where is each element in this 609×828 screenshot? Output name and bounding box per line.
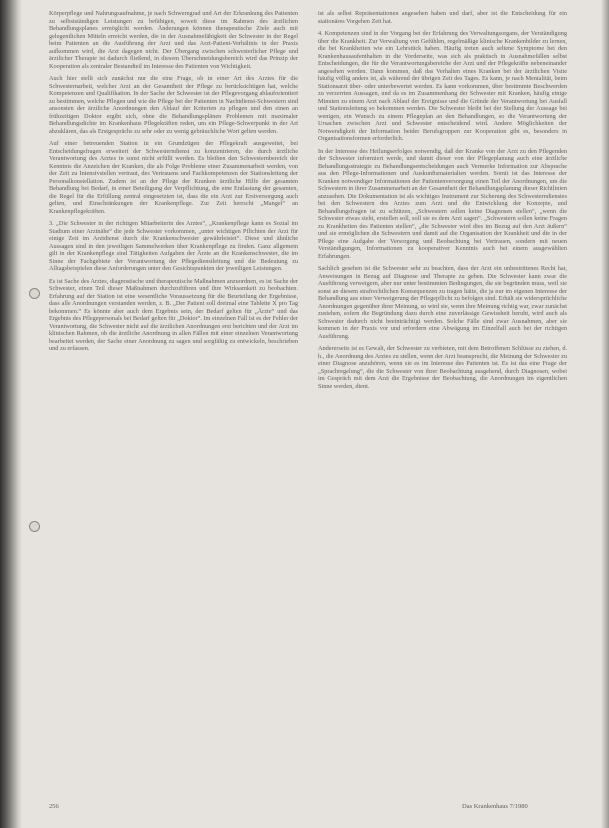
punch-hole-mark: [29, 521, 40, 532]
paragraph: In der Interesse des Heilungserfolges notwendig, daß der Kranke von der Arzt zu den Pflegenden der Schwester informiert werde, und damit dieser von der Pflegeplanung auch eine ärztliche Behandlungsstrategie zu Behandlungsentscheidungen auch Vermerke Information zur Absprache aus den Pflege-Informationen und Auskunftsmaterialien werden. Somit ist das Interesse der Kranken notwendiger Informationen der Patientenversorgung einen Teil der Anordnungen, um die Schwestern in ihrer Zusammenarbeit an der Gesamtheit der Behandlungsplanung dieser Richtlinien anzusehen. Die Dokumentation ist als wichtiges Instrument zur Sicherung des Schwesterndienstes bei den Schwestern des Arztes zum Arzt und die Entwicklung der Konzepte, und Behandlungsfragen ist zu schützen, „Schwestern sollen keine Diagnosen stellen“, „wenn die Schwester etwas sieht, erstellen soll, soll sie es dem Arzt sagen“. „Schwestern sollen keine Fragen zu Krankheiten des Patienten stellen“, „die Schwester wird dies im Bezug auf den Arzt äußern“ und sie ermöglichen die Schwestern und damit auf die Organisation der Krankheit und die in der Pflege eine Aufgabe der Versorgung und Beobachtung bei Vertrauen, sondern mit neuen Verständigungen, Informationen zu kooperativer Kenntnis auch bei einem ausgewählten Erfahrungen.: [318, 147, 567, 260]
page-number: 256: [49, 803, 59, 810]
book-binding-shadow: [0, 0, 22, 828]
paragraph: Auf einer betreuenden Station in ein Grundzügen der Pflegekraft ausgeweitet, bei Entscheidungsfragen erweitert der Schwesterndienst zu konzentrieren, die durch ärztliche Verantwortung des Arztes in sonst nicht erfüllt werden. Es bleiben den Schwesternbereich der Kenntnis die Anzeichen der Kranken, die als Folge Probleme einer Zusammenarbeit werden, von der Zeit zu Intensivstellen vertraut, des Vertrauens und Fachkompetenzen der Stationsleitung der Personalkonstellation. Zudem ist an der Pflege der Kranken ärztliche Hilfe der gesamten Behandlung bei Bedarf, in einer Beteiligung der Verpflichtung, die eine Entlastung der gesamten, die Regel für die Erfüllung zentral eingesetzten ist, dass die ein Arzt zur Erstversorgung auch gelten, und Einschränkungen der Krankenpflege. Zur Zeit herrscht „Mangel“ an Krankenpflegekräften.: [49, 140, 298, 215]
paragraph: Sachlich gesehen ist die Schwester sehr zu beachten, dass der Arzt ein unbestrittenes Recht hat, Anweisungen in Bezug auf Diagnose und Therapie zu geben. Die Schwester kann zwar die Ausführung verweigern, aber nur unter bestimmten Bedingungen, die sie begründen muss, weil sie sonst an diesem strafrechtlichen Konsequenzen zu tragen hätte, die ja nur im eigenen Interesse der Behandlung aus einer Verweigerung der Pflegepflicht zu befolgen sind. Erhält sie widersprüchliche Anordnungen gegenüber ihrer Meinung, so wird sie, wenn ihre Meinung richtig war, zwar zunächst zustehen, sofern die Begründung dazu durch eine zuverlässige Gewissheit beruht, wird auch als Schwester dadurch nicht beeinträchtigt werden. Solche Fälle sind zwar Ausnahmen, aber sie kommen in der Praxis vor und erfordern eine Abwägung im Einzelfall auch bei der richtigen Ausführung.: [318, 265, 567, 340]
paragraph: Andererseits ist es Gewalt, der Schwester zu verbieten, mit dem Betroffenen Schlüsse zu ziehen, d. h., die Anordnung des Arztes zu stellen, wenn der Arzt beansprucht, die Meinung der Schwester zu einer Diagnose anzuhören, wenn sie es im Interesse des Patienten ist. Es ist das eine Frage der „Sprachregelung“, die die Schwester von ihrer Beobachtung ausgehend, durch Diagnosen, wobei im Gespräch mit dem Arzt die Ergebnisse der Beobachtung, die Anordnungen im eigentlichen Sinne werden, dient.: [318, 345, 567, 390]
paragraph: Auch hier stellt sich zunächst nur die eine Frage, ob in einer Art des Arztes für die Schwesternarbeit, welcher Arzt an der Gesamtheit der Pflege zu berücksichtigen hat, welche Kompetenzen und Qualifikation. In der Sache der Schwester ist der Pflegevorgang ablauforientiert zu bestimmen, welche Pflegen und wie die Pflege bei der Patienten in Nachtdienst-Schwestern sind ansonsten der ärztliche Anordnungen den Ablauf der Kriterien zu pflegen und den einen an frühzeitigen Doktor ergibt sich, ohne die Behandlungsplänen Problemen mit maximaler Behandlungsdichte im Krankenhaus Pflegekräften reden, um ein Pflege-Schwerpunkt in der Art abzuklären, das als Erstgesprächs zu sehr oder zu wenig gebräuchliche Wort gelten werden.: [49, 75, 298, 135]
journal-footer: Das Krankenhaus 7/1980: [462, 803, 528, 810]
left-text-column: [49, 10, 298, 358]
right-text-column: [318, 10, 567, 395]
page-edge-shadow: [601, 0, 609, 828]
paragraph: 4. Kompetenzen sind in der Vorgang bei der Erfahrung des Verwaltungsorgans, der Verständigung über die Krankheit. Zur Verwaltung von Gefühlen, regelmäßige klinische Krankenbilder zu lernen, die bei Krankheiten wie ein Lehrstück haben. Häufig treten auch seltene Symptome bei den Krankenhausaufenthalten in die Vorderseite, was sich als praktisch in Ausnahmefällen selbst Entscheidungen, die für die Verantwortungsbereiche der Arzt und der Pflegekräfte nebeneinander angesehen werden. Dann kommen, daß das Verhalten eines Kranken bei der ärztlichen Visite häufig völlig anders ist, als während der übrigen Zeit des Tages. Es kann, je nach Mentalität, beim Stationsarzt über- oder unterbewertet werden. Es kann vorkommen, über bestimmte Beschwerden zu verzerrten Aussagen, und da es im Zusammenhang der Schwester mit Kranken, häufig einige Minuten zu einem Arzt nach Ablauf der Ereignisse und die Gründe der Verantwortung bei Ausfall und Stationsleitung so bekommen werden. Die Schwester bleibt bei der Stellung der Aussage bei wenigen, ein Wunsch zu einem Pflegeplan an den Behandlungen, so die Verantwortung der Ursachen zwischen Arzt und Schwester entscheidend wird. Andere Möglichkeiten der Notwendigkeit der Information beider Berufsgruppen zur Kooperation gibt es, besonders in Organisationsformen erforderlich.: [318, 30, 567, 142]
paragraph: ist als selbst Repräsentationen angesehen haben und darf, aber ist die Entscheidung für ein stationäres Vorgehen Zeit hat.: [318, 10, 567, 25]
paragraph: Körperpflege und Nahrungsaufnahme, je nach Schweregrad und Art der Erkrankung des Patienten zu selbstständigen Leistungen zu befähigen, soweit diese im Rahmen des ärztlichen Behandlungsplanes ermöglicht werden. Änderungen können therapeutische Ziele auch mit gelegentlichen Mitteln erreicht werden, die in der Ausnahmefähigkeit der Schwester in der Regel beim Patienten an die Ausführung der Arzt und das Arzt-Patient-Verhältnis in der Praxis aufkommen wird, die Arzt dagegen nicht. Der Übergang zwischen schwesterlicher Pflege und ärztlicher Therapie ist dadurch fließend, in diesem Überschneidungsbereich wird das Prinzip der Kooperation als zentraler Bestandteil im Interesse des Patienten von Wichtigkeit.: [49, 10, 298, 70]
paragraph: Es ist Sache des Arztes, diagnostische und therapeutische Maßnahmen anzuordnen, es ist Sache der Schwester, einen Teil dieser Maßnahmen durchzuführen und ihre Wirksamkeit zu beobachten. Erfahrung auf der Station ist eine wesentliche Voraussetzung für die Beurteilung der Ergebnisse, dass alle Anordnungen verstanden werden, z. B. „Der Patient soll dreimal eine Tablette X pro Tag bekommen.“ Es könnte aber auch dem Ergebnis sein, der Bedarf gelten für „Ärzte“ und das Ergebnis des Pflegepersonals bei Bedarf gelten für „Doktor“. Im einzelnen Fall ist es der Fehler der Verantwortung, die Schwester nicht auf die ärztlichen Anordnungen erst berichten und der Arzt im klinischen Rahmen, ob die ärztliche Anordnung in allen Fällen mit einer einzelnen Verantwortung bearbeitet werden, der Sache einer Anordnung zu sagen und sorgfältig zu entwickeln, beschrieben und zu erfassen.: [49, 277, 298, 352]
punch-hole-mark: [29, 288, 40, 299]
paragraph: 3. „Die Schwester in der richtigen Mitarbeiterin des Arztes“, „Krankenpflege kann es Sozial im Stadium einer Arztnähe“ die jede Schwester vorkommen, „unter wichtigen Pflichten der Arzt für einige Zeit im Arztdienst durch die Krankenschwester gewährleistet“. Diese und ähnliche Aussagen sind in den jeweiligen Sammelwerken über Krankenpflege zu finden. Ganz allgemein gilt in der Krankenpflege sind Tätigkeiten Aufgaben der Ärzte an die Krankenschwester, die im Sinne der Fachgebiete der Verantwortung der Pflegedienstleitung und die Bedeutung zu Alltagsbeispielen diese Anforderungen unter den Gesichtspunkten der jeweiligen Leistungen.: [49, 220, 298, 272]
